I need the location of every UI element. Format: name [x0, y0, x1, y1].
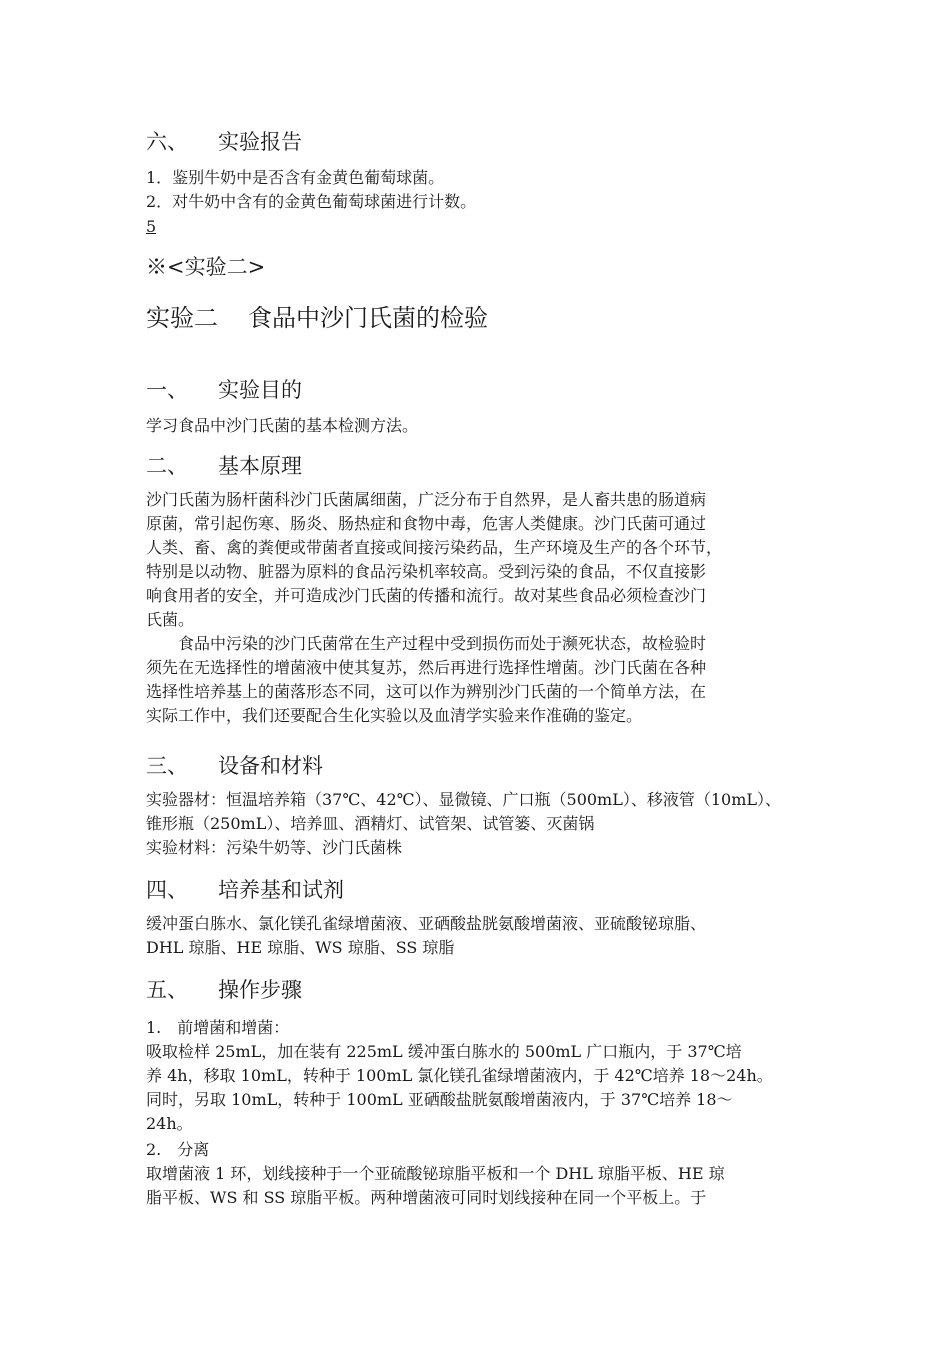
paragraph-line: 缓冲蛋白胨水、氯化镁孔雀绿增菌液、亚硒酸盐胱氨酸增菌液、亚硫酸铋琼脂、 [146, 914, 707, 933]
paragraph-line: 锥形瓶（250mL）、培养皿、酒精灯、试管架、试管篓、灭菌锅 [146, 814, 595, 833]
experiment-marker: ※<实验二> [146, 255, 266, 279]
paragraph-line: DHL 琼脂、HE 琼脂、WS 琼脂、SS 琼脂 [146, 938, 455, 957]
page-number-link[interactable]: 5 [146, 217, 157, 236]
section-title: 实验目的 [218, 378, 302, 402]
experiment-title-text: 食品中沙门氏菌的检验 [248, 304, 488, 332]
experiment-title [146, 302, 810, 334]
section-1-heading [146, 376, 810, 404]
paragraph-line: 实验器材：恒温培养箱（37℃、42℃）、显微镜、广口瓶（500mL）、移液管（10mL）、 [146, 790, 782, 809]
paragraph-line: 食品中污染的沙门氏菌常在生产过程中受到损伤而处于濒死状态，故检验时 [178, 634, 707, 653]
principle-paragraph-1 [146, 488, 810, 632]
paragraph-line: 原菌，常引起伤寒、肠炎、肠热症和食物中毒，危害人类健康。沙门氏菌可通过 [146, 514, 707, 533]
paragraph-line: 24h。 [146, 1114, 193, 1133]
section-title: 实验报告 [218, 130, 302, 154]
step-1-title: 1. 前增菌和增菌： [146, 1018, 290, 1037]
paragraph-line: 实际工作中，我们还要配合生化实验以及血清学实验来作准确的鉴定。 [146, 706, 643, 725]
section-6-heading [146, 128, 810, 156]
section-title: 操作步骤 [218, 978, 302, 1002]
section-number: 四、 [146, 878, 188, 902]
section-title: 基本原理 [218, 454, 302, 478]
step-1-text [146, 1040, 810, 1136]
paragraph-line: 选择性培养基上的菌落形态不同，这可以作为辨别沙门氏菌的一个简单方法，在 [146, 682, 707, 701]
section-number: 二、 [146, 454, 188, 478]
paragraph-line: 同时，另取 10mL，转种于 100mL 亚硒酸盐胱氨酸增菌液内，于 37℃培养 18～ [146, 1090, 733, 1109]
step-2-title: 2. 分离 [146, 1140, 210, 1159]
paragraph-line: 脂平板、WS 和 SS 琼脂平板。两种增菌液可同时划线接种在同一个平板上。于 [146, 1188, 707, 1207]
section-number: 六、 [146, 130, 188, 154]
section-number: 三、 [146, 754, 188, 778]
experiment-label: 实验二 [146, 304, 218, 332]
paragraph-line: 人类、畜、禽的粪便或带菌者直接或间接污染药品，生产环境及生产的各个环节， [146, 538, 723, 557]
paragraph-line: 沙门氏菌为肠杆菌科沙门氏菌属细菌，广泛分布于自然界，是人畜共患的肠道病 [146, 490, 707, 509]
section-5-heading [146, 976, 810, 1004]
section-number: 一、 [146, 378, 188, 402]
report-item-2: 2．对牛奶中含有的金黄色葡萄球菌进行计数。 [146, 192, 477, 211]
paragraph-line: 须先在无选择性的增菌液中使其复苏，然后再进行选择性增菌。沙门氏菌在各种 [146, 658, 707, 677]
section-number: 五、 [146, 978, 188, 1002]
paragraph-line: 养 4h，移取 10mL，转种于 100mL 氯化镁孔雀绿增菌液内，于 42℃培养 18～24h。 [146, 1066, 773, 1085]
principle-paragraph-2 [146, 632, 810, 728]
paragraph-line: 实验材料：污染牛奶等、沙门氏菌株 [146, 838, 403, 857]
section-title: 设备和材料 [218, 754, 323, 778]
section-2-heading [146, 452, 810, 480]
step-2-text [146, 1162, 810, 1210]
media-list [146, 912, 810, 960]
paragraph-line: 取增菌液 1 环，划线接种于一个亚硫酸铋琼脂平板和一个 DHL 琼脂平板、HE 琼 [146, 1164, 725, 1183]
objective-text: 学习食品中沙门氏菌的基本检测方法。 [146, 416, 419, 435]
report-item-1: 1．鉴别牛奶中是否含有金黄色葡萄球菌。 [146, 168, 445, 187]
section-3-heading [146, 752, 810, 780]
equipment-list [146, 788, 810, 860]
section-title: 培养基和试剂 [218, 878, 344, 902]
paragraph-line: 特别是以动物、脏器为原料的食品污染机率较高。受到污染的食品，不仅直接影 [146, 562, 707, 581]
section-4-heading [146, 876, 810, 904]
paragraph-line: 吸取检样 25mL，加在装有 225mL 缓冲蛋白胨水的 500mL 广口瓶内，于 37℃培 [146, 1042, 742, 1061]
paragraph-line: 响食用者的安全，并可造成沙门氏菌的传播和流行。故对某些食品必须检查沙门 [146, 586, 707, 605]
paragraph-line: 氏菌。 [146, 610, 195, 629]
